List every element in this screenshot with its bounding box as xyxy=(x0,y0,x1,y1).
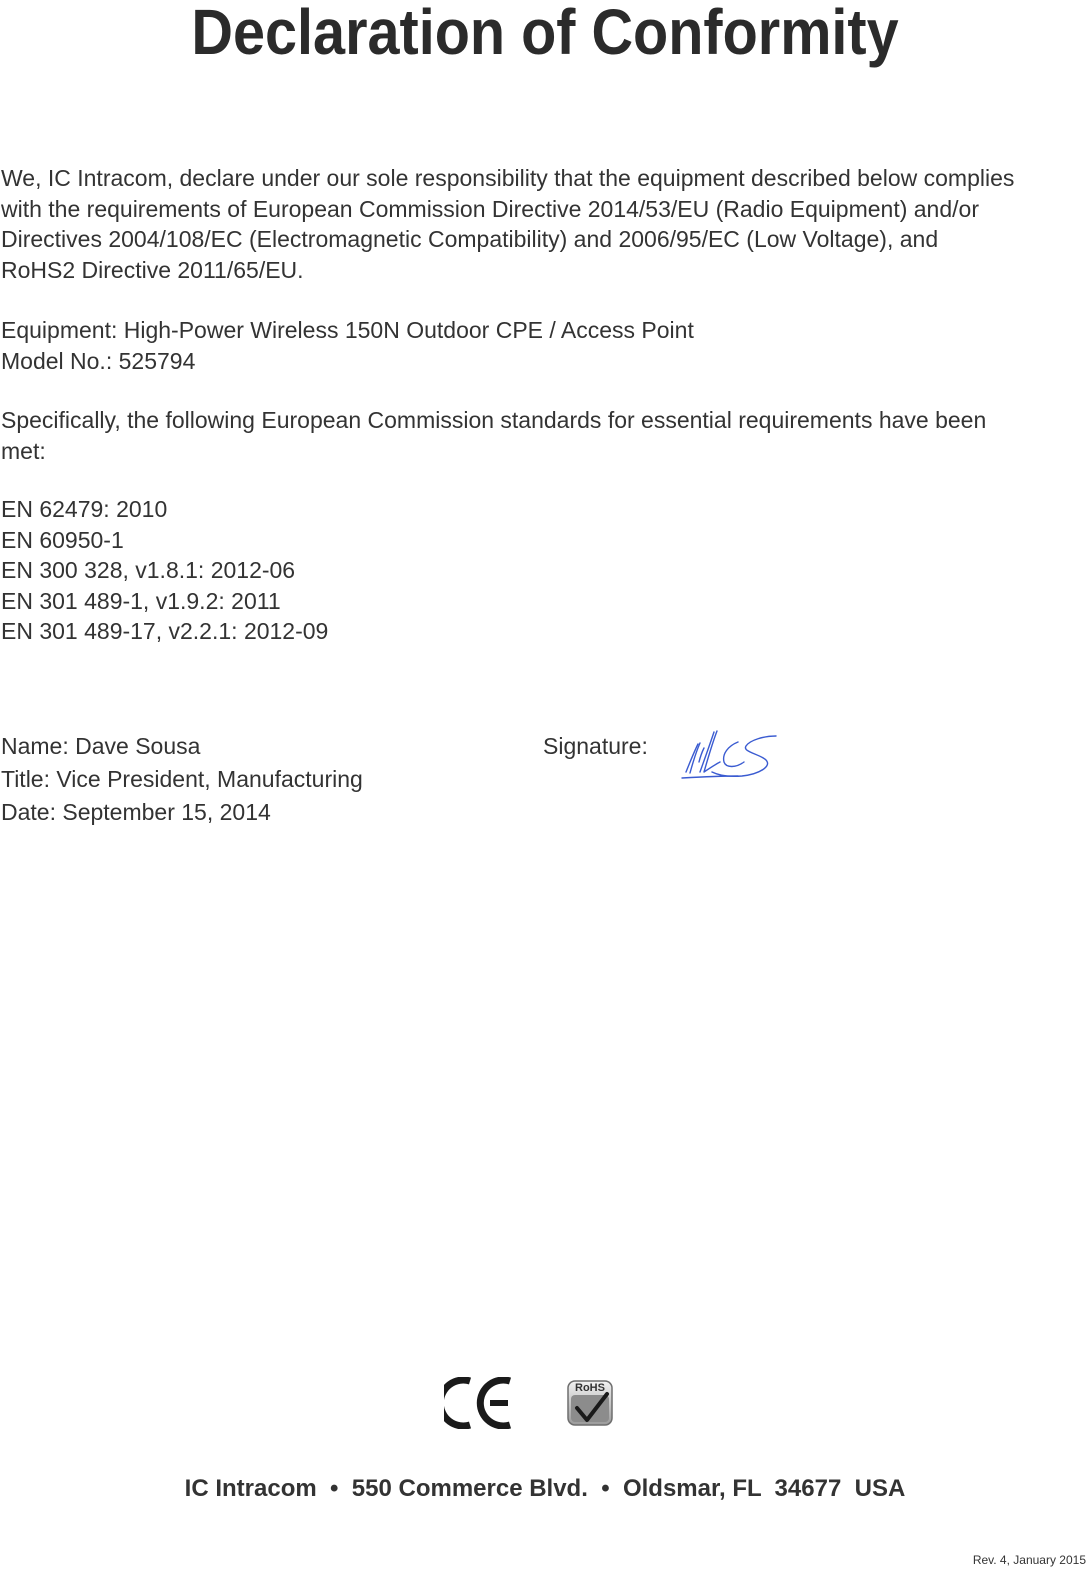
standards-list xyxy=(1,494,801,647)
revision-note: Rev. 4, January 2015 xyxy=(972,1553,1086,1567)
signature-label: Signature: xyxy=(543,733,648,759)
handwritten-signature xyxy=(680,722,785,782)
standards-intro-line: met: xyxy=(1,437,46,464)
standard-item: EN 301 489-1, v1.9.2: 2011 xyxy=(1,587,281,614)
equipment-description: Equipment: High-Power Wireless 150N Outdoor CPE / Access Point xyxy=(1,317,694,343)
standard-item: EN 301 489-17, v2.2.1: 2012-09 xyxy=(1,618,329,644)
signatory-name: Name: Dave Sousa xyxy=(1,733,201,759)
declaration-line: with the requirements of European Commission Directive 2014/53/EU (Radio Equipment) and/or xyxy=(1,195,979,222)
standard-item: EN 60950-1 xyxy=(1,526,124,553)
declaration-line: Directives 2004/108/EC (Electromagnetic Compatibility) and 2006/95/EC (Low Voltage), and xyxy=(1,226,939,252)
declaration-line: RoHS2 Directive 2011/65/EU. xyxy=(1,256,304,283)
rohs-label: RoHS xyxy=(575,1382,605,1394)
signatory-title: Title: Vice President, Manufacturing xyxy=(1,766,363,792)
standard-item: EN 62479: 2010 xyxy=(1,496,168,522)
model-number: Model No.: 525794 xyxy=(1,347,196,374)
company-address: IC Intracom • 550 Commerce Blvd. • Oldsmar, FL 34677 USA xyxy=(184,1475,906,1502)
signatory-date: Date: September 15, 2014 xyxy=(1,799,271,825)
equipment-info xyxy=(1,315,1001,376)
declaration-line: We, IC Intracom, declare under our sole responsibility that the equipment described below complies xyxy=(1,165,1015,191)
standards-intro xyxy=(1,405,1090,466)
standards-intro-line: Specifically, the following European Commission standards for essential requirements have been xyxy=(1,407,987,433)
declaration-paragraph xyxy=(1,163,1090,285)
ce-mark-icon xyxy=(444,1377,516,1429)
standard-item: EN 300 328, v1.8.1: 2012-06 xyxy=(1,557,296,583)
page-title: Declaration of Conformity xyxy=(191,0,899,68)
